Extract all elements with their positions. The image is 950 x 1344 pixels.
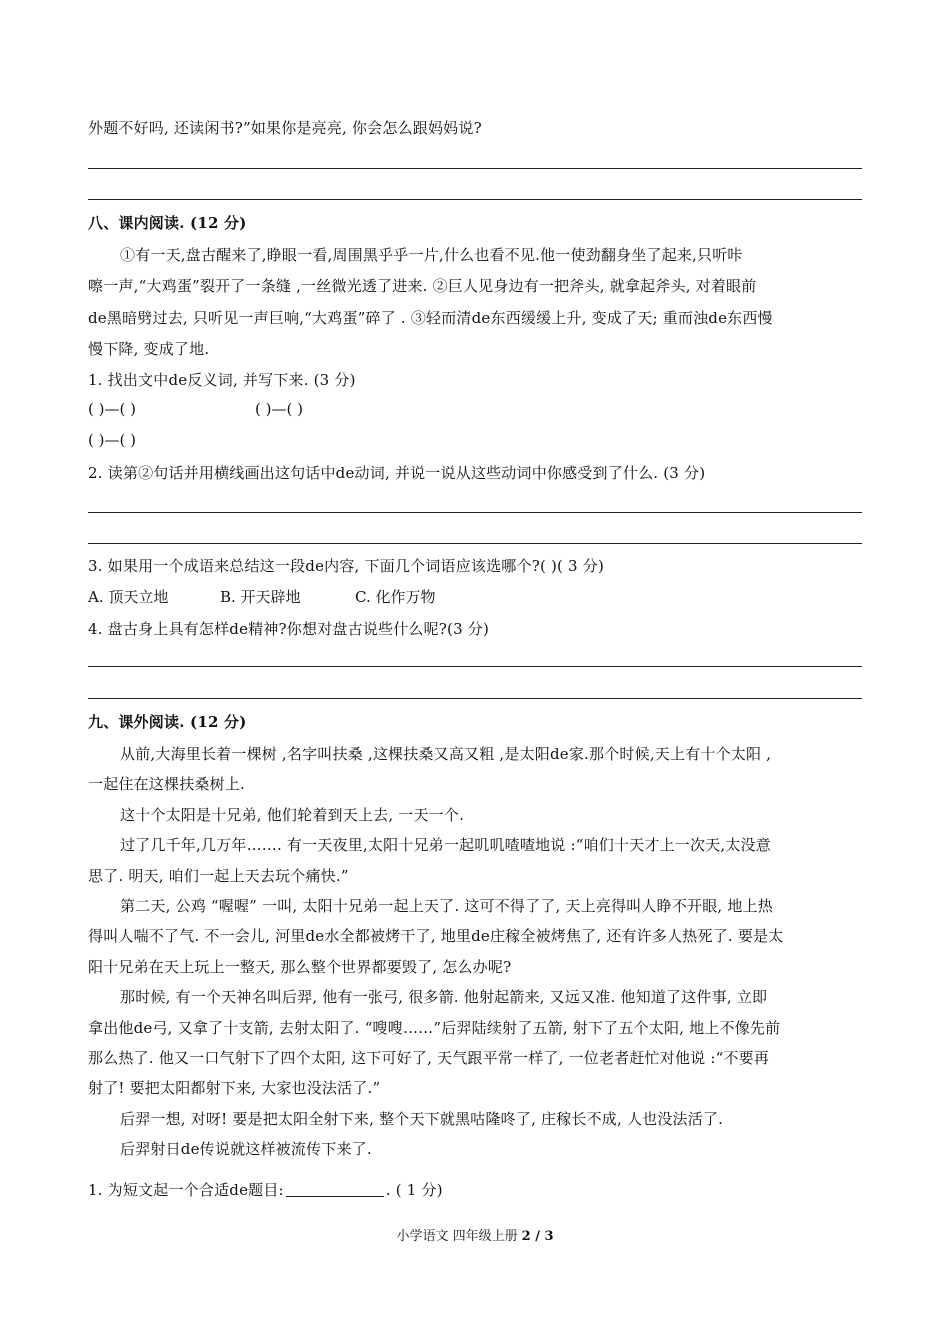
answer-line <box>88 199 862 200</box>
antonym-pair-1: ( )—( ) <box>88 400 136 418</box>
passage-line: 后羿一想, 对呀! 要是把太阳全射下来, 整个天下就黑咕隆咚了, 庄稼长不成, 人也没法活了. <box>120 1110 724 1128</box>
question-3: 3. 如果用一个成语来总结这一段de内容, 下面几个词语应该选哪个?( )( 3 分) <box>88 557 604 575</box>
question-1: 1. 找出文中de反义词, 并写下来. (3 分) <box>88 371 356 389</box>
section-heading: 九、课外阅读. (12 分) <box>88 713 247 731</box>
answer-line <box>88 168 862 169</box>
passage-line: 过了几千年,几万年……. 有一天夜里,太阳十兄弟一起叽叽喳喳地说 :“咱们十天才上一次天,太没意 <box>120 836 771 854</box>
passage-line: 这十个太阳是十兄弟, 他们轮着到天上去, 一天一个. <box>120 806 465 824</box>
passage-line: 从前,大海里长着一棵树 ,名字叫扶桑 ,这棵扶桑又高又粗 ,是太阳de家.那个时候,天上有十个太阳 , <box>120 745 772 763</box>
question-2: 2. 读第②句话并用横线画出这句话中de动词, 并说一说从这些动词中你感受到了什么. (3 分) <box>88 464 706 482</box>
passage-line: de黑暗劈过去, 只听见一声巨响,“大鸡蛋”碎了 . ③轻而清de东西缓缓上升, 变成了天; 重而浊de东西慢 <box>88 309 773 327</box>
option-c: C. 化作万物 <box>355 588 436 606</box>
passage-line: 那么热了. 他又一口气射下了四个太阳, 这下可好了, 天气跟平常一样了, 一位老者赶忙对他说 :“不要再 <box>88 1049 770 1067</box>
passage-line: 那时候, 有一个天神名叫后羿, 他有一张弓, 很多箭. 他射起箭来, 又远又准. 他知道了这件事, 立即 <box>120 988 768 1006</box>
answer-line <box>88 512 862 513</box>
passage-line: 一起住在这棵扶桑树上. <box>88 775 245 793</box>
passage-line: 第二天, 公鸡 “喔喔” 一叫, 太阳十兄弟一起上天了. 这可不得了了, 天上亮得叫人睁不开眼, 地上热 <box>120 897 773 915</box>
passage-line: 射了! 要把太阳都射下来, 大家也没法活了.” <box>88 1079 381 1097</box>
section-heading: 八、课内阅读. (12 分) <box>88 214 247 232</box>
antonym-pair-3: ( )—( ) <box>88 431 136 449</box>
question-4: 4. 盘古身上具有怎样de精神?你想对盘古说些什么呢?(3 分) <box>88 620 490 638</box>
antonym-pair-2: ( )—( ) <box>255 400 303 418</box>
passage-line: 嚓一声,“大鸡蛋”裂开了一条缝 ,一丝微光透了进来. ②巨人见身边有一把斧头, 就拿起斧头, 对着眼前 <box>88 277 757 295</box>
passage-line: 得叫人喘不了气. 不一会儿, 河里de水全都被烤干了, 地里de庄稼全被烤焦了, 还有许多人热死了. 要是太 <box>88 927 784 945</box>
passage-line: 拿出他de弓, 又拿了十支箭, 去射太阳了. “嗖嗖……”后羿陆续射了五箭, 射下了五个太阳, 地上不像先前 <box>88 1019 781 1037</box>
passage-line: 慢下降, 变成了地. <box>88 340 210 358</box>
option-a: A. 顶天立地 <box>88 588 169 606</box>
page-footer <box>0 1228 950 1246</box>
answer-line <box>88 543 862 544</box>
passage-line: 思了. 明天, 咱们一起上天去玩个痛快.” <box>88 867 349 885</box>
question-suffix: . ( 1 分) <box>385 1181 443 1199</box>
question-1-title <box>88 1180 443 1200</box>
question-text: 外题不好吗, 还读闲书?”如果你是亮亮, 你会怎么跟妈妈说? <box>88 119 482 137</box>
question-prefix: 1. 为短文起一个合适de题目: <box>88 1181 284 1199</box>
answer-line <box>88 698 862 699</box>
option-b: B. 开天辟地 <box>220 588 301 606</box>
answer-line <box>88 666 862 667</box>
page-number: 2 / 3 <box>521 1229 554 1244</box>
answer-blank[interactable] <box>286 1181 384 1197</box>
passage-line: ①有一天,盘古醒来了,睁眼一看,周围黑乎乎一片,什么也看不见.他一使劲翻身坐了起来,只听咔 <box>120 246 743 264</box>
passage-line: 后羿射日de传说就这样被流传下来了. <box>120 1140 372 1158</box>
passage-line: 阳十兄弟在天上玩上一整天, 那么整个世界都要毁了, 怎么办呢? <box>88 958 512 976</box>
footer-text: 小学语文 四年级上册 <box>396 1229 518 1244</box>
